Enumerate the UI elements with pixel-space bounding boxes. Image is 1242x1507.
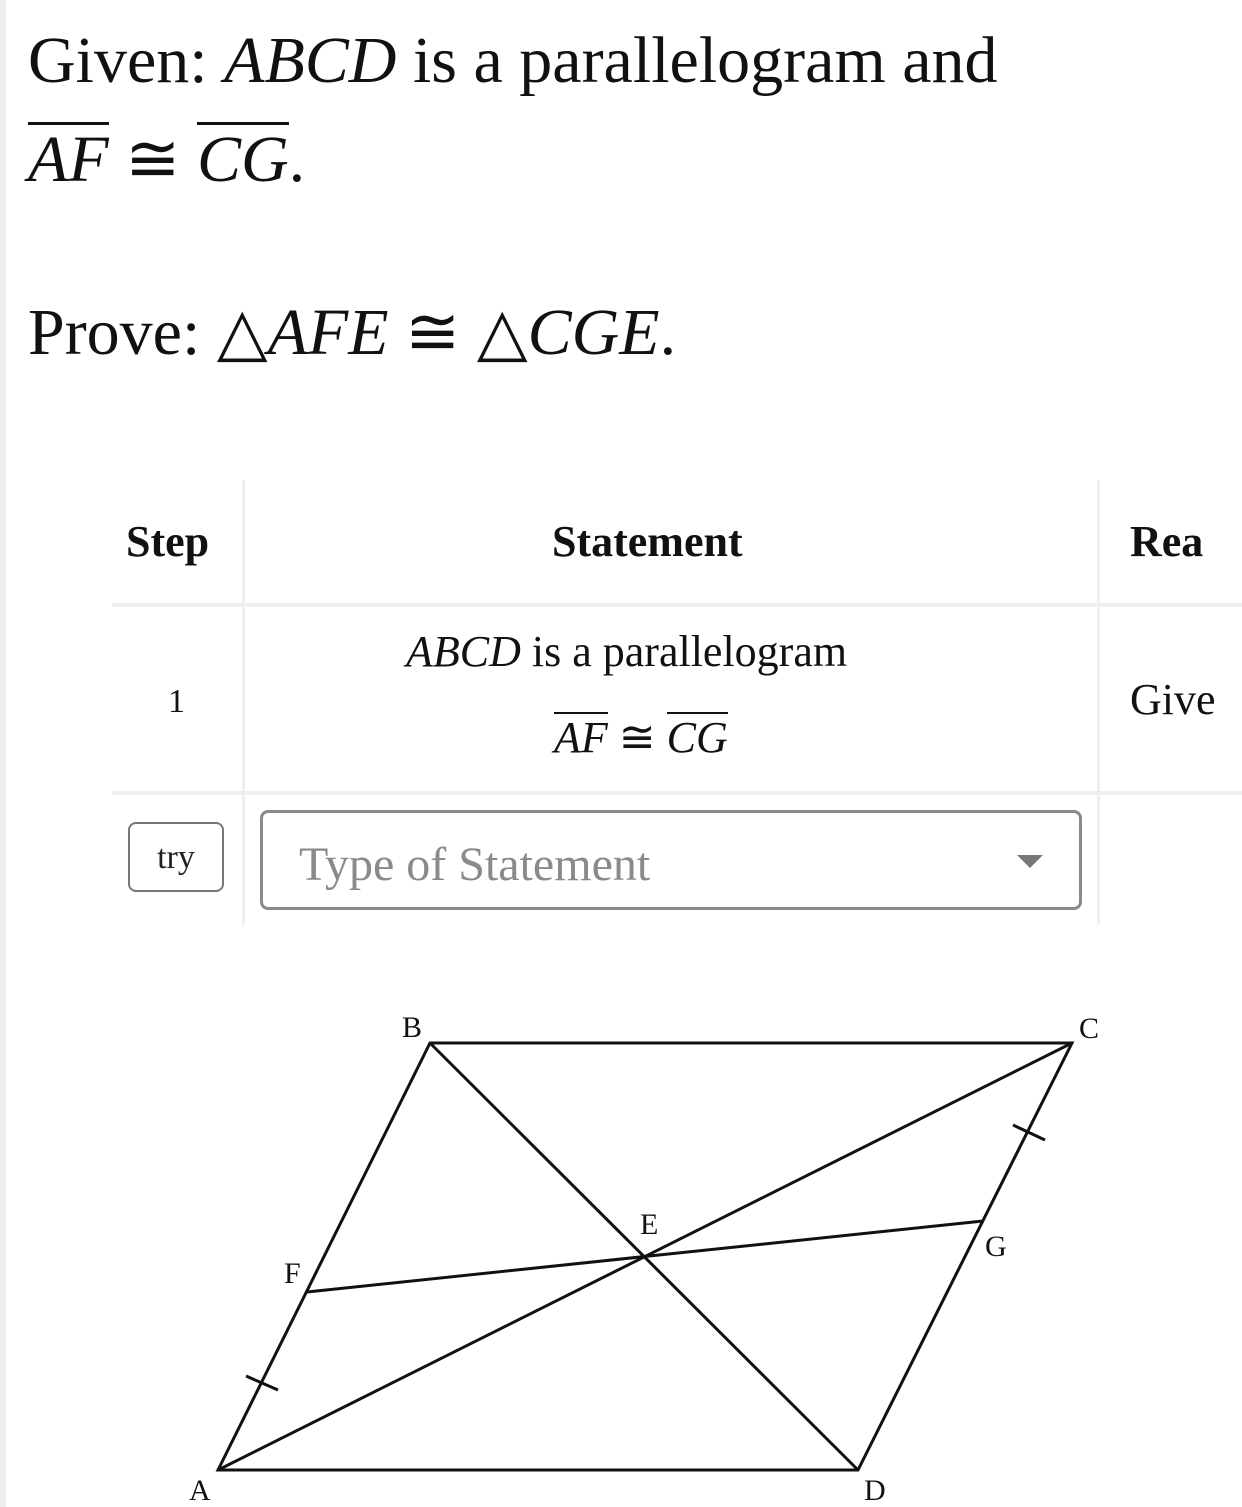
label-e: E	[640, 1208, 659, 1241]
given-text: is a parallelogram and	[412, 24, 998, 97]
header-statement: Statement	[552, 517, 743, 566]
congruent-symbol: ≅	[125, 123, 181, 196]
given-figure: ABCD	[224, 24, 397, 97]
prove-triangle-afe: AFE	[267, 296, 389, 369]
statement-figure: ABCD	[406, 627, 521, 676]
label-c: C	[1079, 1012, 1100, 1045]
label-g: G	[985, 1230, 1007, 1263]
prove-period: .	[659, 296, 677, 369]
given-segment-af: AF	[28, 123, 109, 196]
prove-triangle-cge: CGE	[527, 296, 660, 369]
statement-segment-cg: CG	[666, 713, 728, 762]
prove-label: Prove:	[28, 296, 201, 369]
statement-text: is a parallelogram	[531, 627, 848, 676]
label-d: D	[864, 1474, 886, 1507]
header-step: Step	[126, 517, 210, 566]
label-f: F	[284, 1257, 301, 1290]
label-b: B	[402, 1011, 423, 1044]
reason-text: Give	[1130, 675, 1216, 724]
statement-segment-af: AF	[554, 713, 608, 762]
given-label: Given:	[28, 24, 208, 97]
prove-congruent-symbol: ≅	[405, 296, 461, 369]
statement-congruent-symbol: ≅	[618, 713, 656, 762]
label-a: A	[189, 1474, 211, 1507]
step-number: 1	[168, 683, 185, 720]
try-button[interactable]: try	[128, 822, 224, 892]
given-segment-cg: CG	[196, 123, 289, 196]
statement-type-placeholder: Type of Statement	[299, 838, 651, 891]
header-reason: Rea	[1130, 517, 1204, 566]
triangle-symbol-2: △	[476, 296, 528, 369]
given-period: .	[288, 123, 306, 196]
triangle-symbol-1: △	[216, 296, 268, 369]
